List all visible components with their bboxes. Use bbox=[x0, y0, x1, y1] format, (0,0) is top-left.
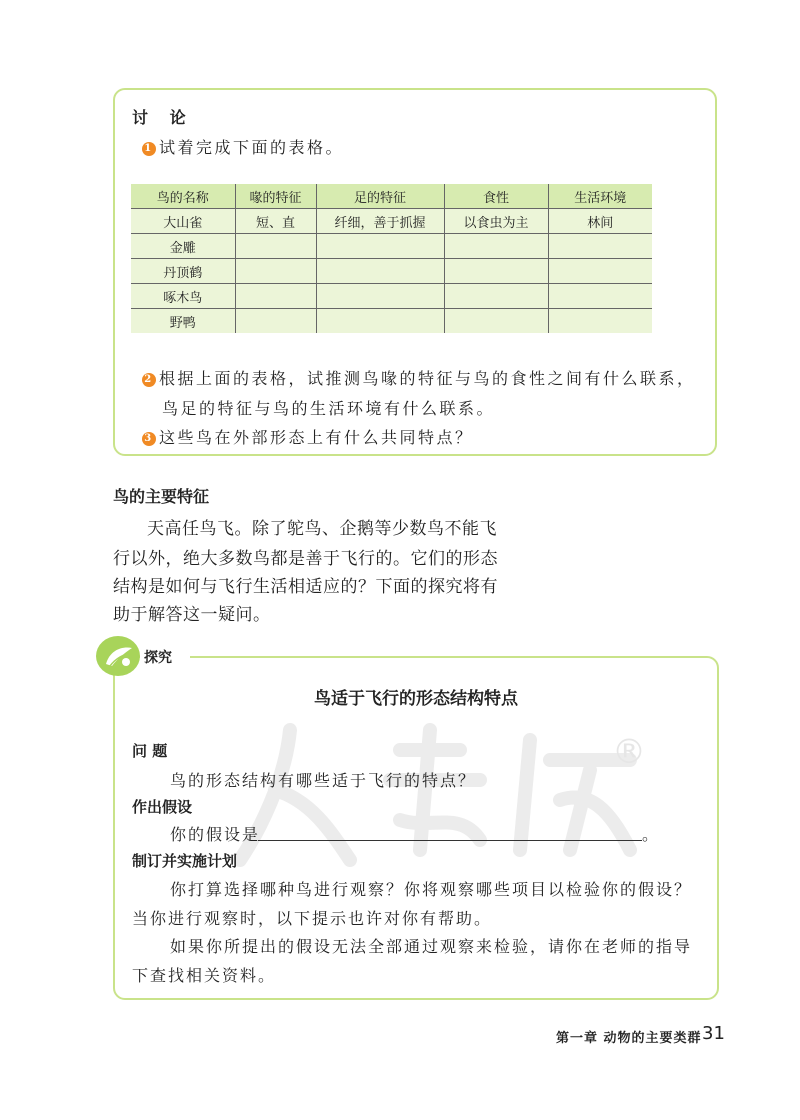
table-cell-empty bbox=[316, 234, 444, 259]
inquiry-leaf-icon bbox=[96, 636, 140, 676]
table-header-cell: 鸟的名称 bbox=[131, 184, 235, 209]
question-2-line-2: 鸟足的特征与鸟的生活环境有什么联系。 bbox=[162, 399, 496, 418]
table-cell-empty bbox=[316, 284, 444, 309]
table-row bbox=[131, 209, 652, 234]
plan-line-4: 下查找相关资料。 bbox=[132, 966, 277, 985]
plan-line-3: 如果你所提出的假设无法全部通过观察来检验，请你在老师的指导 bbox=[170, 937, 693, 956]
inquiry-title: 鸟适于飞行的形态结构特点 bbox=[314, 689, 518, 709]
body-line-3: 结构是如何与飞行生活相适应的？下面的探究将有 bbox=[113, 577, 498, 597]
table-cell: 纤细，善于抓握 bbox=[316, 209, 444, 234]
body-line-4: 助于解答这一疑问。 bbox=[113, 605, 271, 625]
table-row bbox=[131, 284, 652, 309]
table-header-row bbox=[131, 184, 652, 209]
question-2 bbox=[142, 366, 696, 389]
table-cell-empty bbox=[235, 284, 316, 309]
table-cell-empty bbox=[316, 259, 444, 284]
bird-features-table bbox=[131, 184, 652, 333]
table-cell-empty bbox=[235, 309, 316, 334]
number-badge-3: 3 bbox=[142, 432, 156, 446]
number-badge-1: 1 bbox=[142, 142, 156, 156]
plan-heading: 制订并实施计划 bbox=[132, 852, 238, 870]
table-cell: 以食虫为主 bbox=[444, 209, 548, 234]
table-header-cell: 食性 bbox=[444, 184, 548, 209]
table-header-cell: 足的特征 bbox=[316, 184, 444, 209]
footer-chapter: 第一章 动物的主要类群 bbox=[556, 1031, 702, 1046]
table-cell-empty bbox=[548, 309, 652, 334]
table-cell-empty bbox=[316, 309, 444, 334]
table-cell: 林间 bbox=[548, 209, 652, 234]
table-header-cell: 喙的特征 bbox=[235, 184, 316, 209]
table-cell-empty bbox=[548, 259, 652, 284]
table-cell-empty bbox=[444, 259, 548, 284]
hypothesis-prefix: 你的假设是 bbox=[170, 825, 261, 844]
table-cell: 野鸭 bbox=[131, 309, 235, 334]
table-cell-empty bbox=[444, 284, 548, 309]
table-cell-empty bbox=[444, 234, 548, 259]
plan-line-1: 你打算选择哪种鸟进行观察？你将观察哪些项目以检验你的假设？ bbox=[170, 880, 693, 899]
discussion-title: 讨 论 bbox=[132, 108, 194, 127]
table-header-cell: 生活环境 bbox=[548, 184, 652, 209]
question-text: 鸟的形态结构有哪些适于飞行的特点？ bbox=[170, 771, 477, 790]
inquiry-label: 探究 bbox=[144, 650, 172, 666]
page-number: 31 bbox=[702, 1023, 725, 1044]
table-row bbox=[131, 259, 652, 284]
hypothesis-suffix: 。 bbox=[642, 825, 661, 844]
table-cell-empty bbox=[548, 234, 652, 259]
number-badge-2: 2 bbox=[142, 373, 156, 387]
question-3-text: 这些鸟在外部形态上有什么共同特点？ bbox=[159, 428, 474, 447]
table-cell: 啄木鸟 bbox=[131, 284, 235, 309]
table-row bbox=[131, 234, 652, 259]
table-cell: 金雕 bbox=[131, 234, 235, 259]
table-cell: 大山雀 bbox=[131, 209, 235, 234]
hypothesis-blank-line bbox=[258, 840, 642, 841]
table-cell: 丹顶鹤 bbox=[131, 259, 235, 284]
section-heading: 鸟的主要特征 bbox=[113, 487, 210, 506]
table-cell-empty bbox=[444, 309, 548, 334]
body-line-1: 天高任鸟飞。除了鸵鸟、企鹅等少数鸟不能飞 bbox=[147, 519, 497, 539]
table-cell-empty bbox=[235, 259, 316, 284]
registered-mark: ® bbox=[612, 732, 646, 772]
hypothesis-heading: 作出假设 bbox=[132, 798, 193, 816]
table-row bbox=[131, 309, 652, 334]
question-heading: 问 题 bbox=[132, 742, 168, 760]
table-cell-empty bbox=[548, 284, 652, 309]
table-cell: 短、直 bbox=[235, 209, 316, 234]
question-2-line-1: 根据上面的表格，试推测鸟喙的特征与鸟的食性之间有什么联系， bbox=[159, 369, 696, 388]
question-1 bbox=[142, 135, 344, 158]
question-1-text: 试着完成下面的表格。 bbox=[159, 138, 345, 157]
plan-line-2: 当你进行观察时，以下提示也许对你有帮助。 bbox=[132, 909, 493, 928]
body-line-2: 行以外，绝大多数鸟都是善于飞行的。它们的形态 bbox=[113, 549, 498, 569]
question-3 bbox=[142, 425, 474, 448]
table-cell-empty bbox=[235, 234, 316, 259]
